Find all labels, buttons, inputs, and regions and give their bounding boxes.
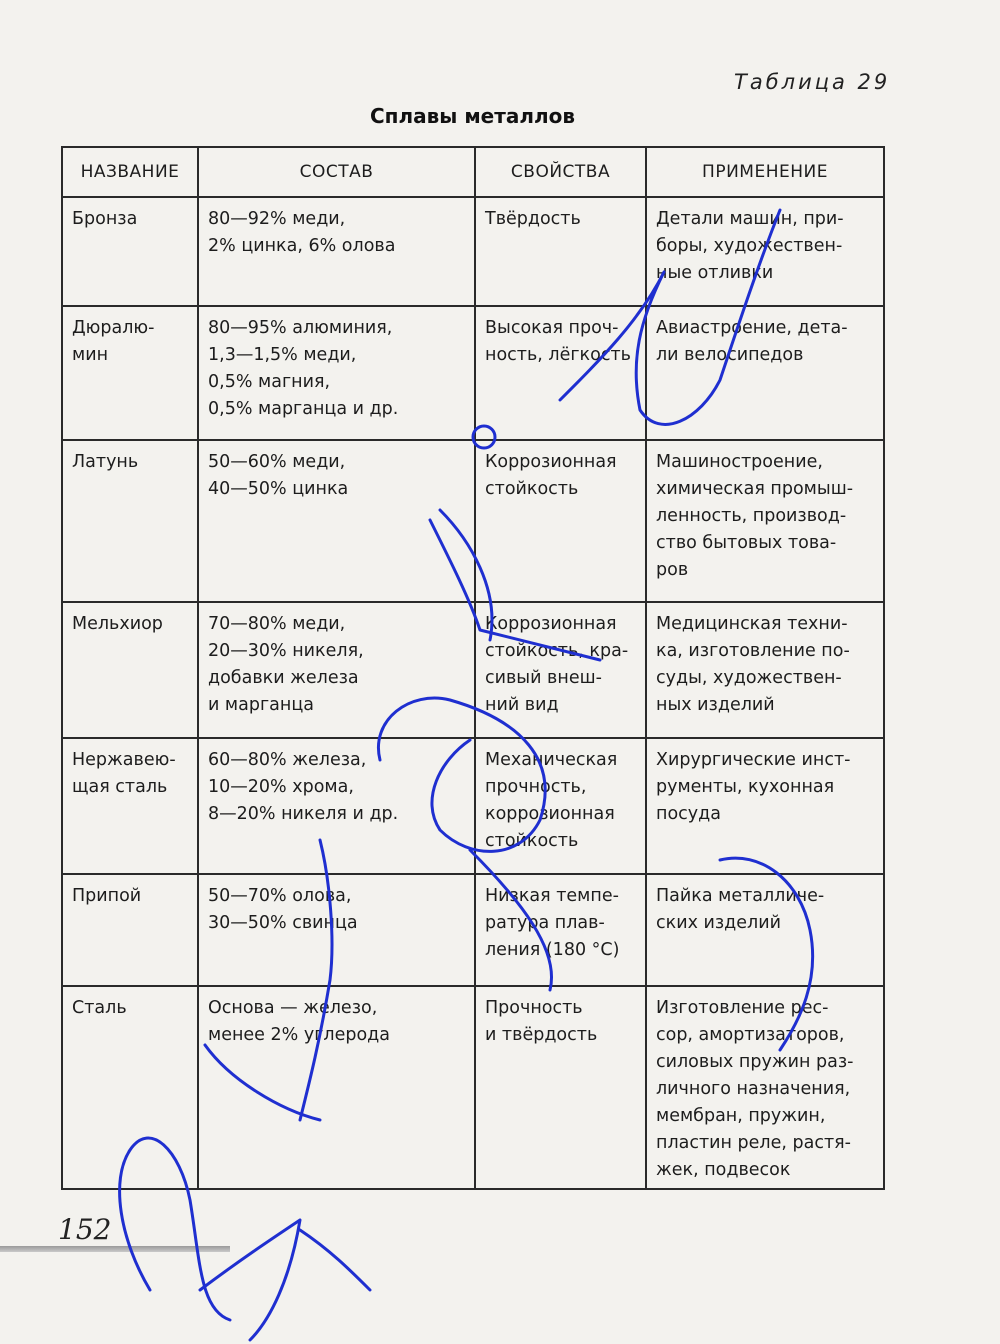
cell-application: Изготовление рес- сор, амортизаторов, силовых пружин раз- личного назначения, мембран, пружин, пластин реле, растя- жек, подвесок [646,986,884,1189]
cell-name: Мельхиор [62,602,198,738]
table-row [62,440,884,602]
table-row [62,602,884,738]
cell-application: Медицинская техни- ка, изготовление по- суды, художествен- ных изделий [646,602,884,738]
cell-composition: Основа — железо, менее 2% углерода [198,986,475,1189]
cell-properties: Коррозионная стойкость [475,440,646,602]
column-header-application: ПРИМЕНЕНИЕ [646,147,884,197]
column-header-name: НАЗВАНИЕ [62,147,198,197]
cell-name: Нержавею- щая сталь [62,738,198,874]
table-row [62,306,884,440]
cell-name: Припой [62,874,198,986]
cell-name: Бронза [62,197,198,306]
table-label: Таблица 29 [734,70,891,94]
alloys-table [61,146,885,1190]
cell-application: Пайка металличе- ских изделий [646,874,884,986]
ink-stroke [200,1220,300,1340]
cell-properties: Прочность и твёрдость [475,986,646,1189]
cell-composition: 80—92% меди, 2% цинка, 6% олова [198,197,475,306]
cell-properties: Высокая проч- ность, лёгкость [475,306,646,440]
cell-composition: 80—95% алюминия, 1,3—1,5% меди, 0,5% магния, 0,5% марганца и др. [198,306,475,440]
cell-properties: Низкая темпе- ратура плав- ления (180 °С) [475,874,646,986]
cell-application: Авиастроение, дета- ли велосипедов [646,306,884,440]
cell-composition: 50—70% олова, 30—50% свинца [198,874,475,986]
cell-composition: 70—80% меди, 20—30% никеля, добавки железа и марганца [198,602,475,738]
cell-application: Хирургические инст- рументы, кухонная посуда [646,738,884,874]
column-header-composition: СОСТАВ [198,147,475,197]
page-number: 152 [58,1213,112,1246]
cell-composition: 50—60% меди, 40—50% цинка [198,440,475,602]
ink-stroke [300,1230,370,1290]
cell-properties: Коррозионная стойкость, кра- сивый внеш- ний вид [475,602,646,738]
cell-properties: Твёрдость [475,197,646,306]
table-row [62,986,884,1189]
cell-application: Детали машин, при- боры, художествен- ные отливки [646,197,884,306]
column-header-properties: СВОЙСТВА [475,147,646,197]
cell-name: Сталь [62,986,198,1189]
cell-application: Машиностроение, химическая промыш- ленность, производ- ство бытовых това- ров [646,440,884,602]
cell-properties: Механическая прочность, коррозионная стойкость [475,738,646,874]
table-row [62,874,884,986]
bottom-divider [0,1246,230,1252]
cell-name: Латунь [62,440,198,602]
table-row [62,738,884,874]
page-title: Сплавы металлов [369,104,576,128]
cell-composition: 60—80% железа, 10—20% хрома, 8—20% никеля и др. [198,738,475,874]
table-row [62,197,884,306]
table-header-row [62,147,884,197]
cell-name: Дюралю- мин [62,306,198,440]
